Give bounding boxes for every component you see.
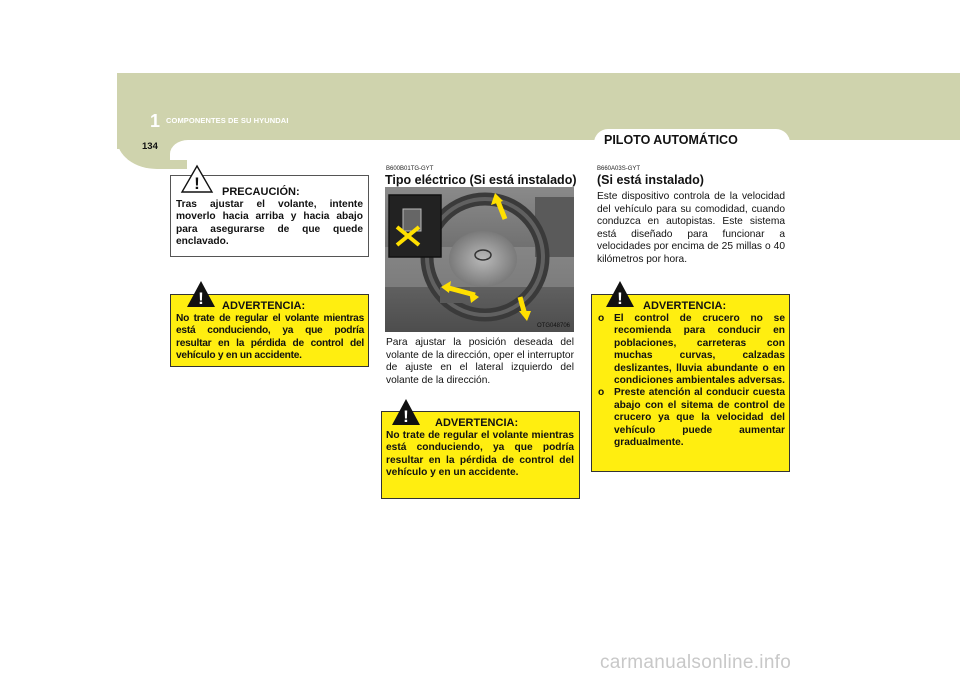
chapter-title: COMPONENTES DE SU HYUNDAI <box>166 116 289 125</box>
page-number: 134 <box>142 141 158 152</box>
warning-box-right <box>591 294 790 472</box>
warning-list-item-text: Preste atención al conducir cuesta abajo con el sitema de control de crucero ya que la velocidad del vehículo puede aumentar gradualmente. <box>614 387 785 449</box>
svg-text:!: ! <box>194 174 200 193</box>
header-band <box>117 73 960 149</box>
exclamation-triangle-icon <box>186 280 216 308</box>
watermark: carmanualsonline.info <box>600 652 792 673</box>
warning-title-left: ADVERTENCIA: <box>222 300 306 312</box>
warning-list-item <box>597 313 785 387</box>
caution-title: PRECAUCIÓN: <box>222 186 300 198</box>
bullet-mark: o <box>598 387 605 399</box>
section-code: B660A03S-GYT <box>597 166 641 172</box>
section-code: B600B01TG-GYT <box>386 166 434 172</box>
warning-text-left: No trate de regular el volante mientras está conduciendo, ya que podría resultar en la pérdida de control del vehículo y en un accidente. <box>176 313 364 362</box>
section-heading: Tipo eléctrico (Si está instalado) <box>385 173 577 187</box>
steering-wheel-illustration <box>385 187 574 332</box>
warning-list <box>597 313 785 449</box>
warning-list-item <box>597 387 785 449</box>
caution-text: Tras ajustar el volante, intente moverlo hacia arriba y hacia abajo para asegurarse de que quede enclavado. <box>176 199 363 248</box>
header-white-notch <box>170 140 960 160</box>
photo-code: OTG048706 <box>537 323 571 329</box>
adjust-paragraph: Para ajustar la posición deseada del volante de la dirección, oper el interruptor de ajuste en el lateral izquierdo del volante de la dirección. <box>386 337 574 386</box>
steering-wheel-photo <box>385 187 574 332</box>
exclamation-triangle-outline-icon <box>180 164 214 194</box>
warning-list-item-text: El control de crucero no se recomienda para conducir en poblaciones, carreteras con muchas curvas, calzadas deslizantes, lluvia abundante o en condiciones ambientales adversas. <box>614 313 785 387</box>
svg-text:!: ! <box>617 289 623 308</box>
svg-text:!: ! <box>403 407 409 426</box>
section-heading: (Si está instalado) <box>597 173 704 187</box>
bullet-mark: o <box>598 313 605 324</box>
chapter-number: 1 <box>150 111 161 131</box>
exclamation-triangle-icon <box>391 398 421 426</box>
cruise-paragraph: Este dispositivo controla de la velocidad del vehículo para su comodidad, cuando conduzca en autopistas. Este sistema está diseñado para funcionar a velocidades por encima de 25 millas o 40 kilómetros por hora. <box>597 191 785 265</box>
warning-title-middle: ADVERTENCIA: <box>435 417 519 429</box>
exclamation-triangle-icon <box>605 280 635 308</box>
warning-title-right: ADVERTENCIA: <box>643 300 727 312</box>
svg-text:!: ! <box>198 289 204 308</box>
warning-text-middle: No trate de regular el volante mientras está conduciendo, ya que podría resultar en la pérdida de control del vehículo y en un accidente. <box>386 430 574 479</box>
section-title: PILOTO AUTOMÁTICO <box>604 133 738 147</box>
